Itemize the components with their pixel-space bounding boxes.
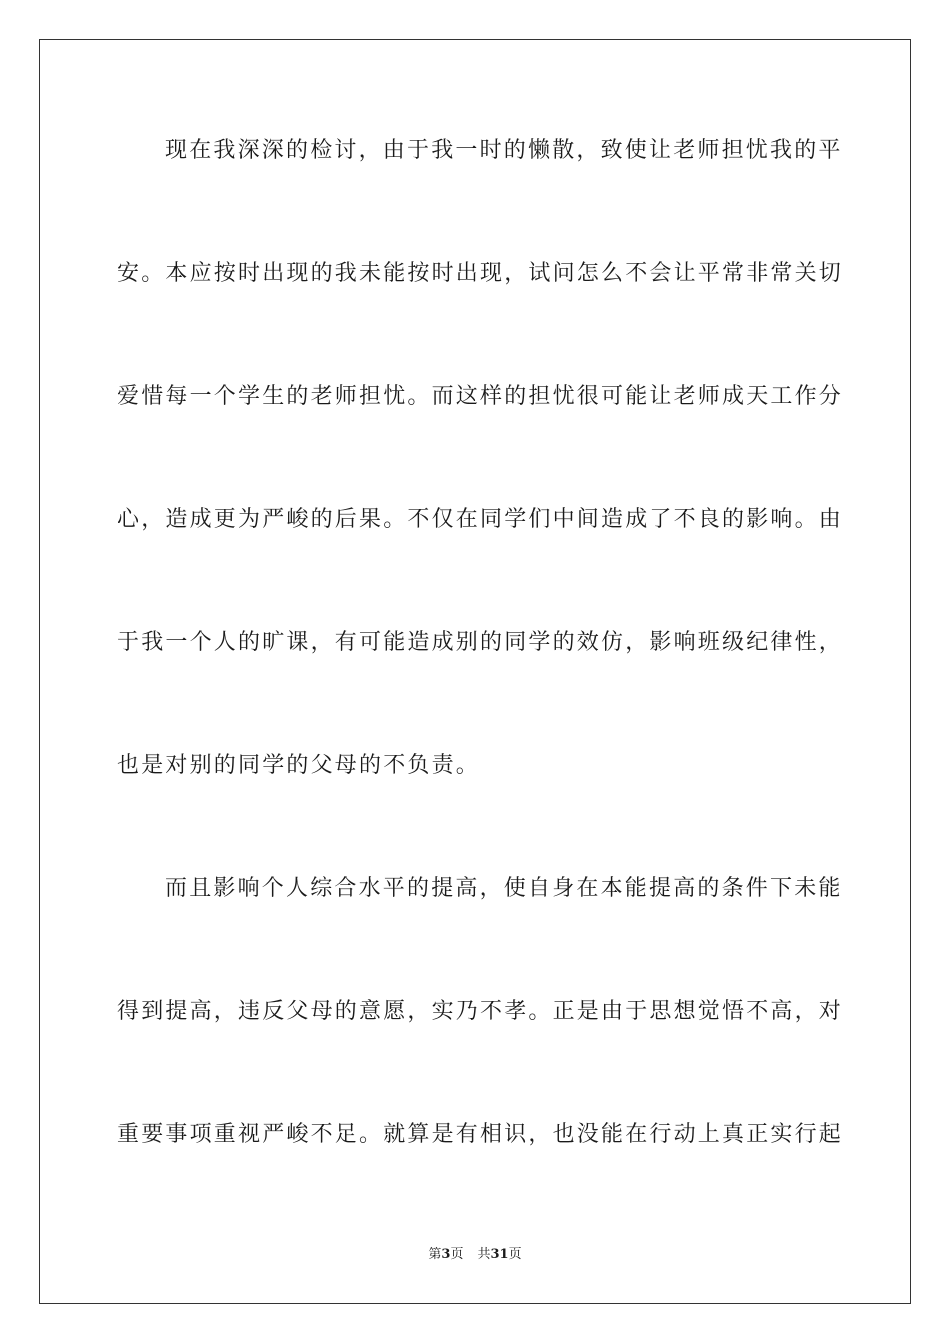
total-pages-number: 31 bbox=[490, 1247, 509, 1262]
page-border bbox=[39, 39, 911, 1304]
paragraph-1-line-6: 也是对别的同学的父母的不负责。 bbox=[117, 753, 481, 778]
current-page-number: 3 bbox=[441, 1247, 451, 1262]
total-prefix: 共 bbox=[477, 1247, 491, 1262]
page-suffix: 页 bbox=[450, 1247, 464, 1262]
total-suffix: 页 bbox=[508, 1247, 522, 1262]
page-footer bbox=[0, 1247, 950, 1263]
paragraph-1-line-4: 心，造成更为严峻的后果。不仅在同学们中间造成了不良的影响。由 bbox=[117, 507, 844, 532]
paragraph-2-line-2: 得到提高，违反父母的意愿，实乃不孝。正是由于思想觉悟不高，对 bbox=[117, 999, 844, 1024]
paragraph-1-line-2: 安。本应按时出现的我未能按时出现，试问怎么不会让平常非常关切 bbox=[117, 261, 844, 286]
paragraph-2-line-3: 重要事项重视严峻不足。就算是有相识，也没能在行动上真正实行起 bbox=[117, 1122, 844, 1147]
page-prefix: 第 bbox=[428, 1247, 442, 1262]
paragraph-1-line-3: 爱惜每一个学生的老师担忧。而这样的担忧很可能让老师成天工作分 bbox=[117, 384, 844, 409]
paragraph-2-line-1: 而且影响个人综合水平的提高，使自身在本能提高的条件下未能 bbox=[165, 876, 843, 901]
paragraph-1-line-5: 于我一个人的旷课，有可能造成别的同学的效仿，影响班级纪律性， bbox=[117, 630, 844, 655]
paragraph-1-line-1: 现在我深深的检讨，由于我一时的懒散，致使让老师担忧我的平 bbox=[165, 138, 843, 163]
